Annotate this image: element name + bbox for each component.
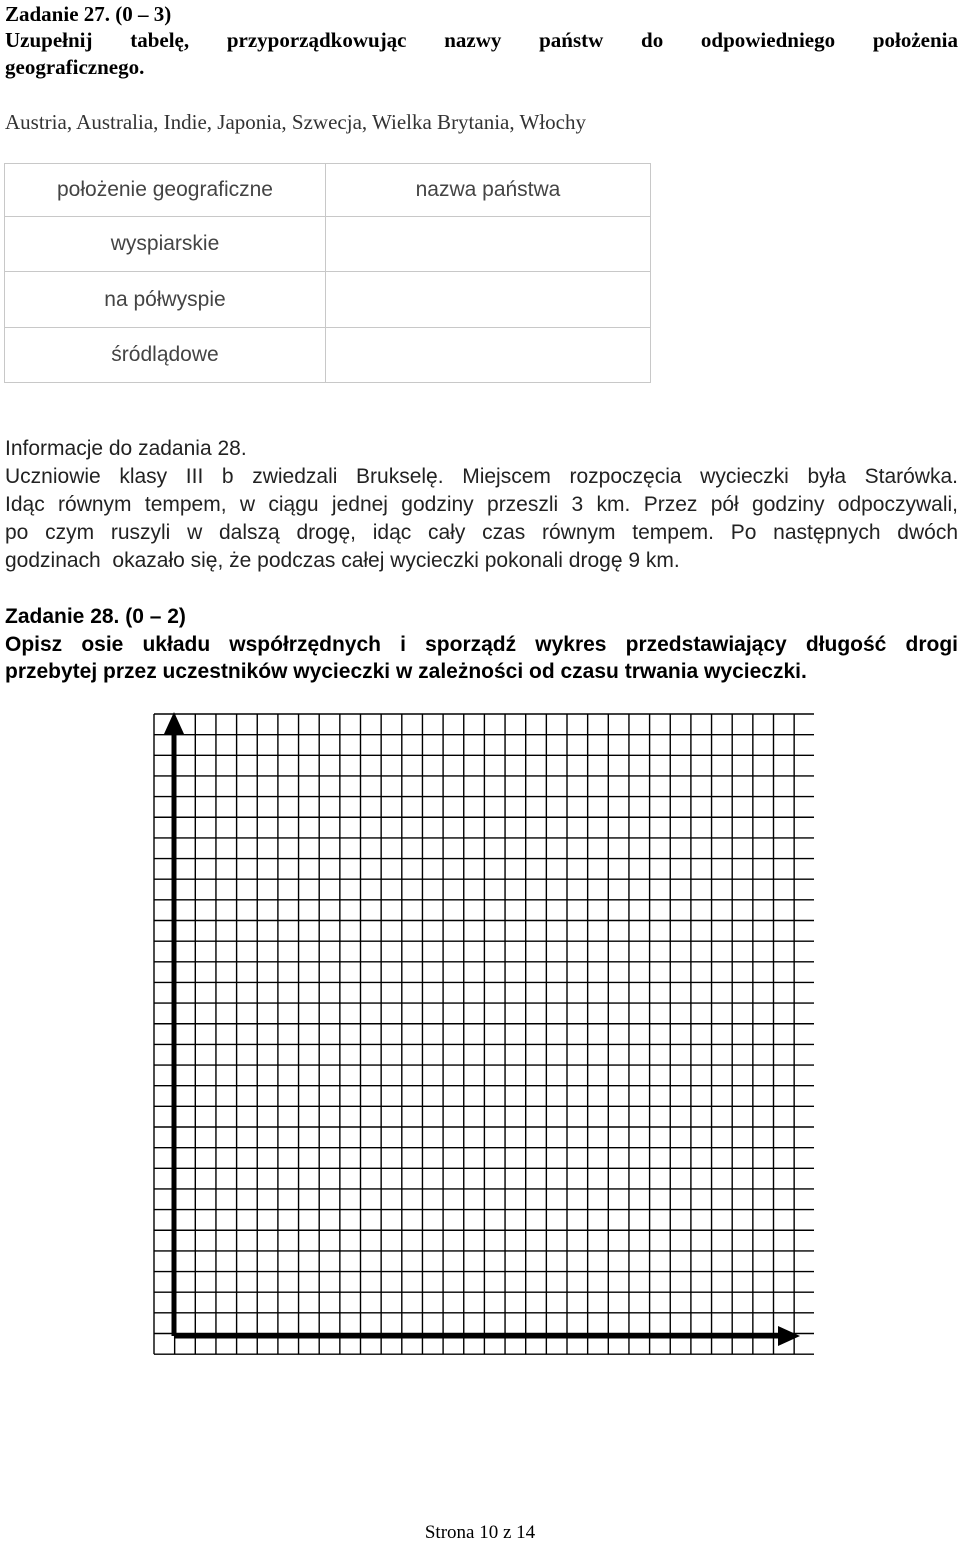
row-position-island: wyspiarskie <box>5 217 326 272</box>
row-position-landlocked: śródlądowe <box>5 328 326 383</box>
col-header-country: nazwa państwa <box>326 164 651 217</box>
task27-instruction-line1: Uzupełnij tabelę, przyporządkowując nazwy państw do odpowiedniego położenia <box>5 28 958 52</box>
info28-line4: godzinach okazało się, że podczas całej wycieczki pokonali drogę 9 km. <box>5 549 680 572</box>
country-list: Austria, Australia, Indie, Japonia, Szwecja, Wielka Brytania, Włochy <box>5 110 586 134</box>
table-row <box>5 217 651 272</box>
task27-instruction-line2: geograficznego. <box>5 55 145 79</box>
y-axis-arrow-icon <box>164 712 184 734</box>
info28-title: Informacje do zadania 28. <box>5 437 247 460</box>
col-header-position: położenie geograficzne <box>5 164 326 217</box>
task28-instruction-line1: Opisz osie układu współrzędnych i sporządź wykres przedstawiający długość drogi <box>5 633 958 656</box>
task28-heading: Zadanie 28. (0 – 2) <box>5 605 186 628</box>
answer-cell-island[interactable] <box>326 217 651 272</box>
table-row <box>5 328 651 383</box>
table-header-row <box>5 164 651 217</box>
row-position-peninsula: na półwyspie <box>5 272 326 328</box>
answer-cell-peninsula[interactable] <box>326 272 651 328</box>
info28-line1: Uczniowie klasy III b zwiedzali Brukselę. Miejscem rozpoczęcia wycieczki była Starówka. <box>5 465 958 488</box>
table-row <box>5 272 651 328</box>
coordinate-grid[interactable] <box>150 710 814 1360</box>
task27-heading: Zadanie 27. (0 – 3) <box>5 2 172 26</box>
info28-line3: po czym ruszyli w dalszą drogę, idąc cały czas równym tempem. Po następnych dwóch <box>5 521 958 544</box>
answer-cell-landlocked[interactable] <box>326 328 651 383</box>
geography-table <box>4 163 651 383</box>
x-axis-arrow-icon <box>778 1326 800 1346</box>
grid-lines <box>154 714 814 1354</box>
task28-instruction-line2: przebytej przez uczestników wycieczki w zależności od czasu trwania wycieczki. <box>5 660 807 683</box>
info28-line2: Idąc równym tempem, w ciągu jednej godziny przeszli 3 km. Przez pół godziny odpoczywali, <box>5 493 958 516</box>
page-number: Strona 10 z 14 <box>424 1522 536 1543</box>
